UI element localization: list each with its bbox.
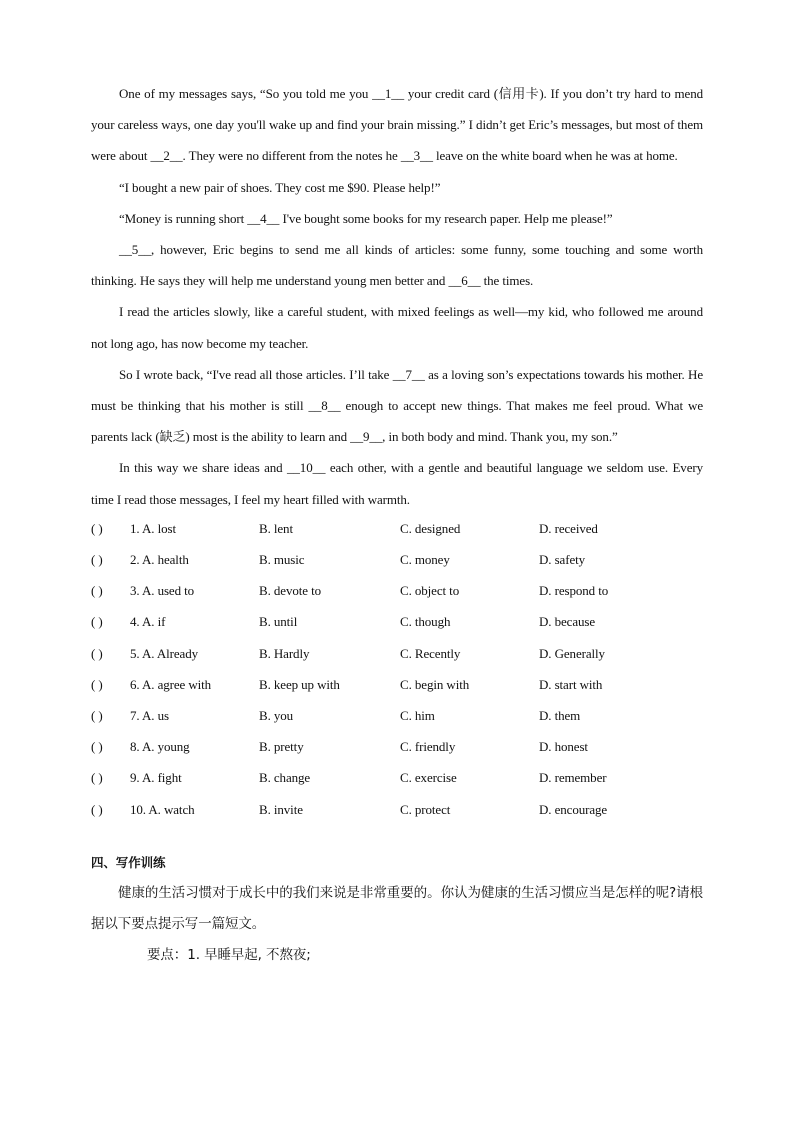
answer-blank: ( ) [91, 583, 103, 599]
option-d: D. remember [539, 770, 607, 786]
option-b: B. music [259, 552, 305, 568]
option-d: D. because [539, 614, 596, 630]
option-a: 2. A. health [130, 552, 189, 568]
answer-blank: ( ) [91, 707, 103, 723]
writing-section-title: 四、写作训练 [91, 854, 166, 870]
passage-paragraph-6: So I wrote back, “I've read all those articles. I’ll take __7__ as a loving son’s expectations towards his mother. He must be thinking that his mother is still __8__ enough to accept new things. That makes me feel proud. What we parents lack (缺乏) most is the ability to learn and __9__, in both body and mind. Thank you, my son.” [91, 366, 703, 445]
option-d: D. received [539, 520, 598, 536]
option-a: 10. A. watch [130, 801, 195, 817]
option-a: 6. A. agree with [130, 676, 212, 692]
options-list [91, 515, 703, 827]
option-b: B. keep up with [259, 676, 340, 692]
option-c: C. Recently [400, 645, 461, 661]
option-a: 3. A. used to [130, 583, 195, 599]
answer-blank: ( ) [91, 520, 103, 536]
option-c: C. exercise [400, 770, 457, 786]
answer-blank: ( ) [91, 552, 103, 568]
writing-key-points: 要点：1. 早睡早起, 不熬夜; [147, 946, 311, 963]
option-b: B. invite [259, 801, 303, 817]
document-page [91, 78, 703, 971]
option-a: 8. A. young [130, 739, 190, 755]
option-b: B. until [259, 614, 298, 630]
option-c: C. object to [400, 583, 460, 599]
option-c: C. protect [400, 801, 451, 817]
passage-paragraph-2: “I bought a new pair of shoes. They cost me $90. Please help!” [119, 179, 441, 195]
option-c: C. though [400, 614, 451, 630]
answer-blank: ( ) [91, 770, 103, 786]
option-a: 5. A. Already [130, 645, 199, 661]
answer-blank: ( ) [91, 739, 103, 755]
passage-paragraph-7: In this way we share ideas and __10__ each other, with a gentle and beautiful language we seldom use. Every time I read those messages, I feel my heart filled with warmth. [91, 460, 703, 507]
option-row [91, 640, 703, 671]
option-b: B. Hardly [259, 645, 310, 661]
passage-paragraph-3: “Money is running short __4__ I've bought some books for my research paper. Help me please!” [119, 210, 613, 226]
passage-paragraph-5: I read the articles slowly, like a careful student, with mixed feelings as well—my kid, who followed me around not long ago, has now become my teacher. [91, 304, 703, 351]
passage-paragraph-4: __5__, however, Eric begins to send me all kinds of articles: some funny, some touching and some worth thinking. He says they will help me understand young men better and __6__ the times. [91, 242, 703, 289]
option-row [91, 764, 703, 795]
option-b: B. lent [259, 520, 293, 536]
answer-blank: ( ) [91, 614, 103, 630]
option-row [91, 546, 703, 577]
option-b: B. you [259, 707, 294, 723]
passage-paragraph-1: One of my messages says, “So you told me you __1__ your credit card (信用卡). If you don’t try hard to mend your careless ways, one day you'll wake up and find your brain missing.” I didn’t get Eric’s messages, but most of them were about __2__. They were no different from the notes he __3__ leave on the white board when he was at home. [91, 86, 703, 164]
option-a: 9. A. fight [130, 770, 182, 786]
answer-blank: ( ) [91, 801, 103, 817]
option-b: B. devote to [259, 583, 321, 599]
option-a: 7. A. us [130, 707, 169, 723]
writing-prompt: 健康的生活习惯对于成长中的我们来说是非常重要的。你认为健康的生活习惯应当是怎样的呢?请根据以下要点提示写一篇短文。 [91, 884, 703, 932]
option-d: D. Generally [539, 645, 605, 661]
option-row [91, 608, 703, 639]
option-row [91, 515, 703, 546]
answer-blank: ( ) [91, 645, 103, 661]
option-a: 1. A. lost [130, 520, 176, 536]
option-c: C. money [400, 552, 450, 568]
option-b: B. change [259, 770, 311, 786]
option-d: D. them [539, 707, 581, 723]
option-row [91, 796, 703, 827]
option-row [91, 733, 703, 764]
option-d: D. safety [539, 552, 586, 568]
option-d: D. encourage [539, 801, 608, 817]
option-c: C. designed [400, 520, 461, 536]
option-d: D. start with [539, 676, 603, 692]
option-row [91, 702, 703, 733]
option-d: D. honest [539, 739, 588, 755]
option-c: C. friendly [400, 739, 456, 755]
option-row [91, 577, 703, 608]
answer-blank: ( ) [91, 676, 103, 692]
option-row [91, 671, 703, 702]
option-c: C. him [400, 707, 435, 723]
option-b: B. pretty [259, 739, 304, 755]
option-c: C. begin with [400, 676, 470, 692]
option-d: D. respond to [539, 583, 609, 599]
option-a: 4. A. if [130, 614, 166, 630]
